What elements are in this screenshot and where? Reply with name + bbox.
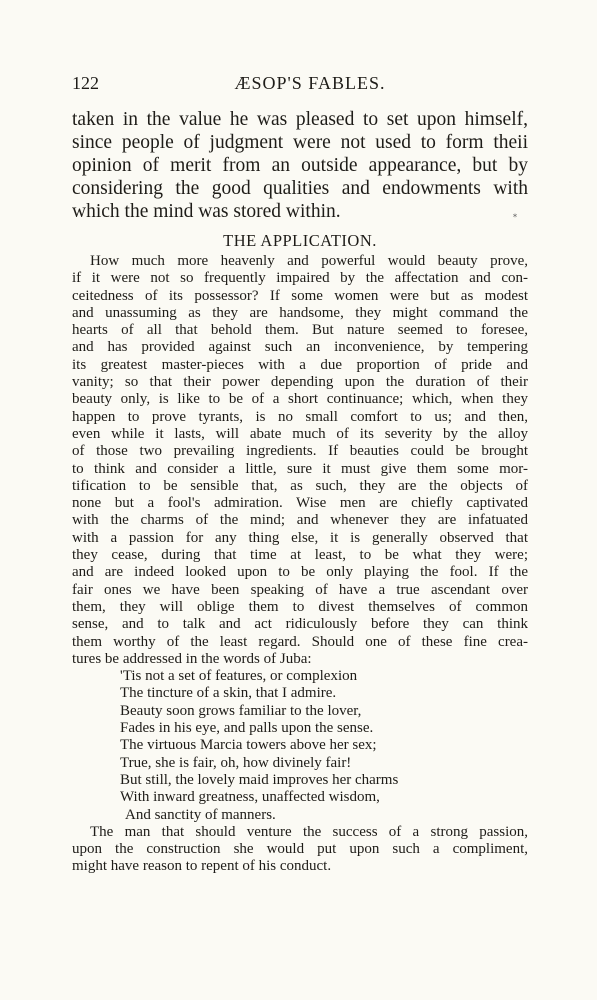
text-line: which the mind was stored within. <box>72 201 341 222</box>
text-line: them worthy of the least regard. Should one of these fine crea- <box>72 633 528 650</box>
text-line: them, they will oblige them to divest themselves of common <box>72 598 528 615</box>
text-line: fair ones we have been speaking of have a true ascendant over <box>72 581 528 598</box>
text-line: tures be addressed in the words of Juba: <box>72 650 312 667</box>
text-line: and are indeed looked upon to be only playing the fool. If the <box>72 564 528 581</box>
text-line: sense, and to talk and act ridiculously before they can think <box>72 616 528 633</box>
text-line: hearts of all that behold them. But nature seemed to foresee, <box>72 322 528 339</box>
text-line: its greatest master-pieces with a due proportion of pride and <box>72 356 528 373</box>
verse-line: Fades in his eye, and palls upon the sense. <box>120 720 374 737</box>
printer-mark: * <box>513 213 517 222</box>
verse-line: And sanctity of manners. <box>125 806 276 823</box>
text-line: of those two prevailing ingredients. If beauties could be brought <box>72 443 528 460</box>
text-line: even while it lasts, will abate much of its severity by the alloy <box>72 425 528 442</box>
verse-line: But still, the lovely maid improves her charms <box>120 771 399 788</box>
section-heading: THE APPLICATION. <box>223 231 377 250</box>
page-number: 122 <box>72 73 99 93</box>
text-line: The man that should venture the success of a strong passion, <box>90 823 528 840</box>
text-line: ceitedness of its possessor? If some women were but as modest <box>72 287 528 304</box>
text-line: How much more heavenly and powerful would beauty prove, <box>90 253 528 269</box>
application-body <box>72 253 528 876</box>
text-line: happen to prove tyrants, is no small comfort to us; and then, <box>72 408 528 425</box>
text-line: tification to be sensible that, as such, they are the objects of <box>72 477 528 494</box>
verse-line: 'Tis not a set of features, or complexion <box>120 668 358 685</box>
verse-line: The virtuous Marcia towers above her sex; <box>120 737 377 754</box>
text-line: and has provided against such an inconvenience, by tempering <box>72 339 528 356</box>
fable-closing-paragraph <box>72 108 528 223</box>
text-line: opinion of merit from an outside appearance, but by <box>72 155 528 176</box>
text-line: beauty only, is like to be of a short continuance; which, when they <box>72 391 528 408</box>
verse-line: Beauty soon grows familiar to the lover, <box>120 702 362 719</box>
verse-line: True, she is fair, oh, how divinely fair! <box>120 754 352 771</box>
text-line: none but a fool's admiration. Wise men are chiefly captivated <box>72 495 528 512</box>
page-header <box>72 73 528 97</box>
verse-quotation <box>72 668 528 824</box>
text-line: since people of judgment were not used to form theii <box>72 132 528 153</box>
text-line: to think and consider a little, sure it must give them some mor- <box>72 460 528 477</box>
verse-line: The tincture of a skin, that I admire. <box>120 685 337 702</box>
text-line: considering the good qualities and endowments with <box>72 178 528 199</box>
text-line: taken in the value he was pleased to set upon himself, <box>72 109 528 130</box>
running-title: ÆSOP'S FABLES. <box>234 73 386 93</box>
text-line: vanity; so that their power depending upon the duration of their <box>72 374 528 391</box>
text-line: and unassuming as they are handsome, they might command the <box>72 304 528 321</box>
verse-line: With inward greatness, unaffected wisdom, <box>120 789 380 806</box>
text-line: upon the construction she would put upon such a compliment, <box>72 841 528 858</box>
text-line: if it were not so frequently impaired by the affectation and con- <box>72 270 528 287</box>
text-line: they cease, during that time at least, to be what they were; <box>72 547 528 564</box>
text-line: with a passion for any thing else, it is generally observed that <box>72 529 528 546</box>
text-line: with the charms of the mind; and whenever they are infatuated <box>72 512 528 529</box>
text-line: might have reason to repent of his conduct. <box>72 858 332 875</box>
